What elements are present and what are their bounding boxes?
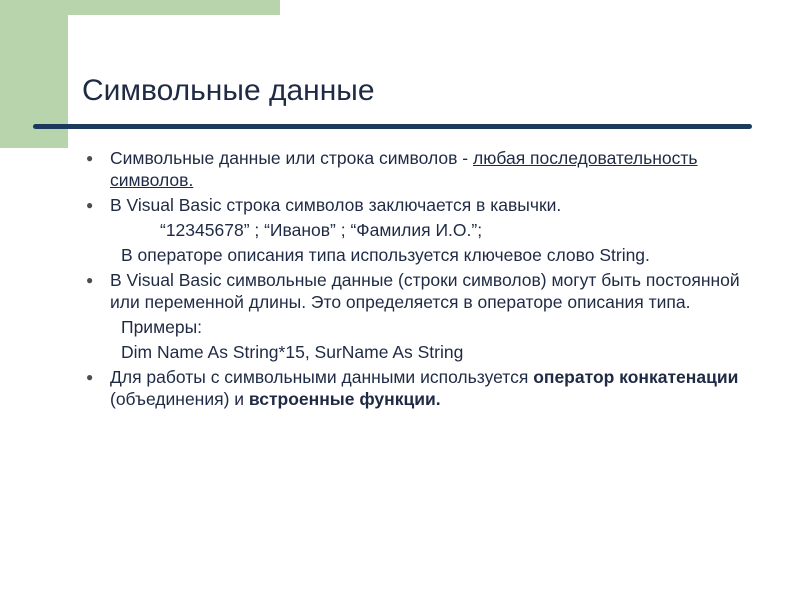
bullet-item-definition <box>84 147 764 191</box>
bullet-item-length <box>84 269 764 313</box>
string-examples: “12345678” ; “Иванов” ; “Фамилия И.О.”; <box>160 220 483 240</box>
title-divider <box>33 124 752 129</box>
bullet-dot-icon: ● <box>86 151 94 165</box>
bullet-text: Символьные данные или строка символов - <box>110 148 473 168</box>
string-keyword-note: В операторе описания типа используется ключевое слово String. <box>121 245 650 265</box>
bullet-underlined-text: любая последовательность символов. <box>110 148 698 190</box>
slide-content <box>84 147 764 413</box>
bullet-text: В Visual Basic символьные данные (строки символов) могут быть постоянной или переменной длины. Это определяется в операторе описания типа. <box>110 270 740 312</box>
bullet-item-quotes <box>84 194 764 216</box>
examples-code: Dim Name As String*15, SurName As String <box>121 342 464 362</box>
bold-term-builtin-functions: встроенные функции. <box>248 389 441 409</box>
bullet-dot-icon: ● <box>86 273 94 287</box>
bullet-text-part2: (объединения) и <box>110 389 249 409</box>
bullet-dot-icon: ● <box>86 198 94 212</box>
bullet-text-part1: Для работы с символьными данными используется <box>110 367 534 387</box>
bullet-dot-icon: ● <box>86 370 94 384</box>
slide-title: Символьные данные <box>82 74 375 107</box>
bullet-item-concatenation <box>84 366 764 410</box>
examples-label: Примеры: <box>121 317 203 337</box>
decor-green-block-top <box>68 0 280 15</box>
bullet-text: В Visual Basic строка символов заключается в кавычки. <box>110 195 562 215</box>
bold-term-concatenation: оператор конкатенации <box>533 367 739 387</box>
